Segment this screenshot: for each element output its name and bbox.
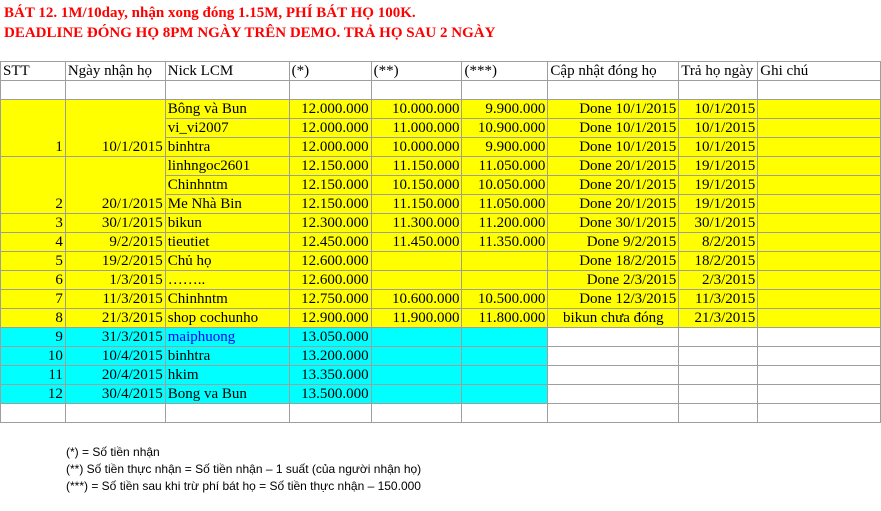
stt-cell[interactable]: 1: [1, 100, 66, 157]
payment-update-cell[interactable]: Done 10/1/2015: [548, 100, 679, 119]
receive-date-cell[interactable]: 21/3/2015: [65, 309, 165, 328]
receive-date-cell[interactable]: 1/3/2015: [65, 271, 165, 290]
amount-cell[interactable]: 12.000.000: [289, 138, 371, 157]
payment-update-cell[interactable]: Done 30/1/2015: [548, 214, 679, 233]
amount-cell[interactable]: 13.350.000: [289, 366, 371, 385]
amount-cell[interactable]: 12.150.000: [289, 176, 371, 195]
blank-row: [1, 404, 881, 423]
table-row: [1, 366, 881, 385]
payment-update-cell[interactable]: Done 9/2/2015: [548, 233, 679, 252]
empty-cell[interactable]: [165, 404, 289, 423]
column-header[interactable]: Ghi chú: [758, 62, 881, 81]
after-fee-cell[interactable]: 11.800.000: [462, 309, 548, 328]
receive-date-cell[interactable]: 19/2/2015: [65, 252, 165, 271]
empty-cell[interactable]: [371, 81, 462, 100]
net-amount-cell[interactable]: [371, 385, 462, 404]
net-amount-cell[interactable]: 10.000.000: [371, 138, 462, 157]
empty-cell[interactable]: [679, 81, 758, 100]
net-amount-cell[interactable]: 11.300.000: [371, 214, 462, 233]
net-amount-cell[interactable]: [371, 347, 462, 366]
pay-date-cell[interactable]: 19/1/2015: [679, 157, 758, 176]
note-cell[interactable]: [758, 176, 881, 195]
table-row: [1, 347, 881, 366]
net-amount-cell[interactable]: 11.150.000: [371, 195, 462, 214]
pay-date-cell[interactable]: [679, 328, 758, 347]
pay-date-cell[interactable]: 10/1/2015: [679, 138, 758, 157]
pay-date-cell[interactable]: 18/2/2015: [679, 252, 758, 271]
net-amount-cell[interactable]: 11.000.000: [371, 119, 462, 138]
empty-cell[interactable]: [758, 81, 881, 100]
empty-cell[interactable]: [758, 404, 881, 423]
stt-cell[interactable]: 8: [1, 309, 66, 328]
pay-date-cell[interactable]: 2/3/2015: [679, 271, 758, 290]
note-cell[interactable]: [758, 252, 881, 271]
pay-date-cell[interactable]: 11/3/2015: [679, 290, 758, 309]
note-cell[interactable]: [758, 100, 881, 119]
receive-date-cell[interactable]: 9/2/2015: [65, 233, 165, 252]
after-fee-cell[interactable]: 11.200.000: [462, 214, 548, 233]
pay-date-cell[interactable]: [679, 385, 758, 404]
after-fee-cell[interactable]: 9.900.000: [462, 138, 548, 157]
receive-date-cell[interactable]: 30/4/2015: [65, 385, 165, 404]
column-header[interactable]: Trả họ ngày: [679, 62, 758, 81]
net-amount-cell[interactable]: 11.900.000: [371, 309, 462, 328]
receive-date-cell[interactable]: 10/1/2015: [65, 100, 165, 157]
table-row: [1, 252, 881, 271]
column-header[interactable]: (**): [371, 62, 462, 81]
net-amount-cell[interactable]: 10.150.000: [371, 176, 462, 195]
note-cell[interactable]: [758, 290, 881, 309]
payment-update-cell[interactable]: Done 12/3/2015: [548, 290, 679, 309]
payment-update-cell[interactable]: [548, 347, 679, 366]
column-header[interactable]: STT: [1, 62, 66, 81]
stt-cell[interactable]: 10: [1, 347, 66, 366]
after-fee-cell[interactable]: 11.050.000: [462, 157, 548, 176]
amount-cell[interactable]: 12.150.000: [289, 195, 371, 214]
receive-date-cell[interactable]: 11/3/2015: [65, 290, 165, 309]
empty-cell[interactable]: [289, 404, 371, 423]
stt-cell[interactable]: 3: [1, 214, 66, 233]
pay-date-cell[interactable]: 10/1/2015: [679, 119, 758, 138]
nick-cell[interactable]: maiphuong: [165, 328, 289, 347]
payment-update-cell[interactable]: Done 20/1/2015: [548, 195, 679, 214]
receive-date-cell[interactable]: 10/4/2015: [65, 347, 165, 366]
empty-cell[interactable]: [289, 81, 371, 100]
amount-cell[interactable]: 12.150.000: [289, 157, 371, 176]
after-fee-cell[interactable]: 9.900.000: [462, 100, 548, 119]
note-cell[interactable]: [758, 119, 881, 138]
note-cell[interactable]: [758, 214, 881, 233]
header-line-2: DEADLINE ĐÓNG HỌ 8PM NGÀY TRÊN DEMO. TRẢ HỌ SAU 2 NGÀY: [4, 25, 496, 41]
after-fee-cell[interactable]: 10.900.000: [462, 119, 548, 138]
nick-cell[interactable]: tieutiet: [165, 233, 289, 252]
table-row: [1, 271, 881, 290]
payment-update-cell[interactable]: bikun chưa đóng: [548, 309, 679, 328]
note-cell[interactable]: [758, 233, 881, 252]
empty-cell[interactable]: [165, 81, 289, 100]
nick-cell[interactable]: shop cochunho: [165, 309, 289, 328]
table-row: [1, 233, 881, 252]
pay-date-cell[interactable]: 21/3/2015: [679, 309, 758, 328]
nick-cell[interactable]: Chủ họ: [165, 252, 289, 271]
after-fee-cell[interactable]: [462, 347, 548, 366]
receive-date-cell[interactable]: 20/4/2015: [65, 366, 165, 385]
payment-update-cell[interactable]: Done 10/1/2015: [548, 119, 679, 138]
after-fee-cell[interactable]: [462, 385, 548, 404]
nick-cell[interactable]: Me Nhà Bin: [165, 195, 289, 214]
pay-date-cell[interactable]: [679, 366, 758, 385]
after-fee-cell[interactable]: [462, 252, 548, 271]
nick-cell[interactable]: binhtra: [165, 138, 289, 157]
note-cell[interactable]: [758, 157, 881, 176]
nick-cell[interactable]: binhtra: [165, 347, 289, 366]
empty-cell[interactable]: [548, 404, 679, 423]
after-fee-cell[interactable]: [462, 328, 548, 347]
note-cell[interactable]: [758, 328, 881, 347]
stt-cell[interactable]: 9: [1, 328, 66, 347]
spreadsheet-grid: [0, 61, 881, 423]
blank-row: [1, 81, 881, 100]
note-cell[interactable]: [758, 366, 881, 385]
column-header[interactable]: Nick LCM: [165, 62, 289, 81]
pay-date-cell[interactable]: 19/1/2015: [679, 176, 758, 195]
payment-update-cell[interactable]: Done 20/1/2015: [548, 176, 679, 195]
note-cell[interactable]: [758, 309, 881, 328]
pay-date-cell[interactable]: 19/1/2015: [679, 195, 758, 214]
table-row: [1, 328, 881, 347]
column-header[interactable]: (*): [289, 62, 371, 81]
note-cell[interactable]: [758, 138, 881, 157]
pay-date-cell[interactable]: 10/1/2015: [679, 100, 758, 119]
stt-cell[interactable]: 12: [1, 385, 66, 404]
amount-cell[interactable]: 12.750.000: [289, 290, 371, 309]
pay-date-cell[interactable]: 30/1/2015: [679, 214, 758, 233]
empty-cell[interactable]: [65, 81, 165, 100]
note-cell[interactable]: [758, 347, 881, 366]
table-row: [1, 385, 881, 404]
table-row: [1, 100, 881, 119]
empty-cell[interactable]: [371, 404, 462, 423]
header-line-1: BÁT 12. 1M/10day, nhận xong đóng 1.15M, PHÍ BÁT HỌ 100K.: [4, 5, 416, 21]
net-amount-cell[interactable]: [371, 252, 462, 271]
column-header[interactable]: Ngày nhận họ: [65, 62, 165, 81]
after-fee-cell[interactable]: [462, 271, 548, 290]
amount-cell[interactable]: 12.600.000: [289, 252, 371, 271]
net-amount-cell[interactable]: [371, 328, 462, 347]
after-fee-cell[interactable]: 10.050.000: [462, 176, 548, 195]
stt-cell[interactable]: 4: [1, 233, 66, 252]
nick-cell[interactable]: ……..: [165, 271, 289, 290]
net-amount-cell[interactable]: 10.000.000: [371, 100, 462, 119]
after-fee-cell[interactable]: [462, 366, 548, 385]
amount-cell[interactable]: 13.050.000: [289, 328, 371, 347]
note-cell[interactable]: [758, 195, 881, 214]
footnote-3: (***) = Số tiền sau khi trừ phí bát họ = Số tiền thực nhận – 150.000: [66, 479, 421, 493]
receive-date-cell[interactable]: 30/1/2015: [65, 214, 165, 233]
nick-cell[interactable]: Bong va Bun: [165, 385, 289, 404]
column-header-row: [1, 62, 881, 81]
amount-cell[interactable]: 12.450.000: [289, 233, 371, 252]
pay-date-cell[interactable]: 8/2/2015: [679, 233, 758, 252]
after-fee-cell[interactable]: 10.500.000: [462, 290, 548, 309]
stt-cell[interactable]: 5: [1, 252, 66, 271]
stt-cell[interactable]: 11: [1, 366, 66, 385]
amount-cell[interactable]: 12.000.000: [289, 100, 371, 119]
receive-date-cell[interactable]: 31/3/2015: [65, 328, 165, 347]
payment-update-cell[interactable]: Done 20/1/2015: [548, 157, 679, 176]
column-header[interactable]: (***): [462, 62, 548, 81]
receive-date-cell[interactable]: 20/1/2015: [65, 157, 165, 214]
nick-cell[interactable]: vi_vi2007: [165, 119, 289, 138]
empty-cell[interactable]: [679, 404, 758, 423]
amount-cell[interactable]: 12.900.000: [289, 309, 371, 328]
payment-update-cell[interactable]: [548, 328, 679, 347]
amount-cell[interactable]: 12.300.000: [289, 214, 371, 233]
empty-cell[interactable]: [1, 404, 66, 423]
empty-cell[interactable]: [462, 404, 548, 423]
empty-cell[interactable]: [65, 404, 165, 423]
amount-cell[interactable]: 12.000.000: [289, 119, 371, 138]
footnote-1: (*) = Số tiền nhận: [66, 445, 160, 459]
nick-cell[interactable]: hkim: [165, 366, 289, 385]
table-row: [1, 214, 881, 233]
nick-cell[interactable]: Chinhntm: [165, 290, 289, 309]
empty-cell[interactable]: [1, 81, 66, 100]
table-row: [1, 157, 881, 176]
net-amount-cell[interactable]: 10.600.000: [371, 290, 462, 309]
after-fee-cell[interactable]: 11.350.000: [462, 233, 548, 252]
amount-cell[interactable]: 13.500.000: [289, 385, 371, 404]
payment-update-cell[interactable]: Done 2/3/2015: [548, 271, 679, 290]
amount-cell[interactable]: 12.600.000: [289, 271, 371, 290]
column-header[interactable]: Cập nhật đóng họ: [548, 62, 679, 81]
payment-update-cell[interactable]: [548, 366, 679, 385]
nick-cell[interactable]: bikun: [165, 214, 289, 233]
payment-update-cell[interactable]: Done 10/1/2015: [548, 138, 679, 157]
net-amount-cell[interactable]: 11.450.000: [371, 233, 462, 252]
stt-cell[interactable]: 2: [1, 157, 66, 214]
payment-update-cell[interactable]: [548, 385, 679, 404]
amount-cell[interactable]: 13.200.000: [289, 347, 371, 366]
note-cell[interactable]: [758, 271, 881, 290]
net-amount-cell[interactable]: [371, 271, 462, 290]
table-row: [1, 309, 881, 328]
nick-cell[interactable]: linhngoc2601: [165, 157, 289, 176]
table-row: [1, 290, 881, 309]
stt-cell[interactable]: 6: [1, 271, 66, 290]
stt-cell[interactable]: 7: [1, 290, 66, 309]
nick-cell[interactable]: Bông và Bun: [165, 100, 289, 119]
note-cell[interactable]: [758, 385, 881, 404]
nick-cell[interactable]: Chinhntm: [165, 176, 289, 195]
empty-cell[interactable]: [462, 81, 548, 100]
net-amount-cell[interactable]: 11.150.000: [371, 157, 462, 176]
payment-update-cell[interactable]: Done 18/2/2015: [548, 252, 679, 271]
empty-cell[interactable]: [548, 81, 679, 100]
footnote-2: (**) Số tiền thực nhận = Số tiền nhận – 1 suất (của người nhận họ): [66, 462, 422, 476]
net-amount-cell[interactable]: [371, 366, 462, 385]
pay-date-cell[interactable]: [679, 347, 758, 366]
after-fee-cell[interactable]: 11.050.000: [462, 195, 548, 214]
